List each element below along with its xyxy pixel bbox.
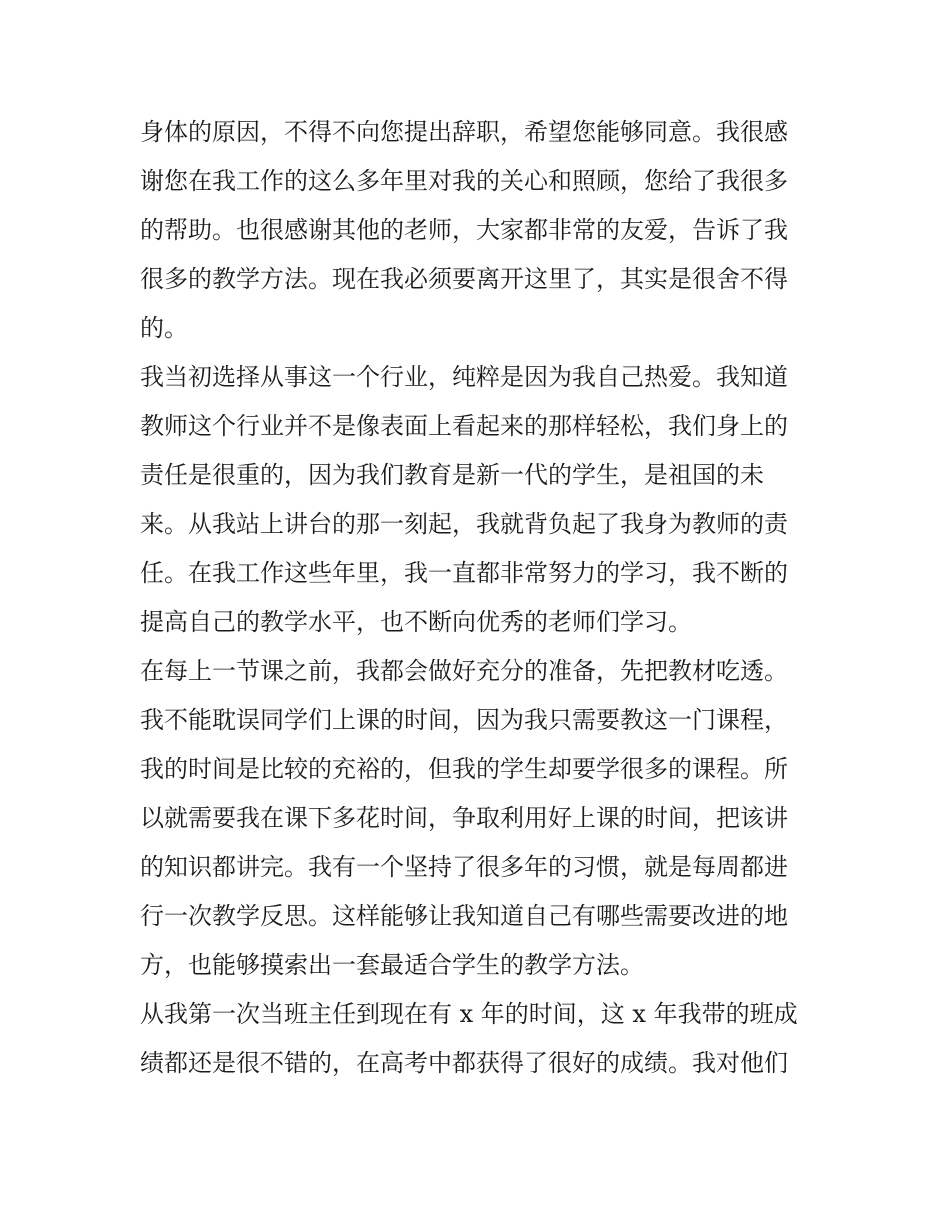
text-line: 身体的原因，不得不向您提出辞职，希望您能够同意。我很感 xyxy=(140,118,788,146)
text-line: 以就需要我在课下多花时间，争取利用好上课的时间，把该讲 xyxy=(140,804,788,832)
text-line: 提高自己的教学水平，也不断向优秀的老师们学习。 xyxy=(140,608,692,636)
text-line: 很多的教学方法。现在我必须要离开这里了，其实是很舍不得 xyxy=(140,265,788,293)
text-line: 方，也能够摸索出一套最适合学生的教学方法。 xyxy=(140,951,644,979)
text-line: 来。从我站上讲台的那一刻起，我就背负起了我身为教师的责 xyxy=(140,510,788,538)
text-line: 行一次教学反思。这样能够让我知道自己有哪些需要改进的地 xyxy=(140,902,788,930)
text-line: 从我第一次当班主任到现在有 x 年的时间，这 x 年我带的班成 xyxy=(140,1000,798,1028)
text-line: 任。在我工作这些年里，我一直都非常努力的学习，我不断的 xyxy=(140,559,788,587)
text-line: 绩都还是很不错的，在高考中都获得了很好的成绩。我对他们 xyxy=(140,1049,788,1077)
text-line: 谢您在我工作的这么多年里对我的关心和照顾，您给了我很多 xyxy=(140,167,788,195)
text-line: 的知识都讲完。我有一个坚持了很多年的习惯，就是每周都进 xyxy=(140,853,788,881)
text-line: 我不能耽误同学们上课的时间，因为我只需要教这一门课程， xyxy=(140,706,788,734)
text-line: 的帮助。也很感谢其他的老师，大家都非常的友爱，告诉了我 xyxy=(140,216,788,244)
text-line: 在每上一节课之前，我都会做好充分的准备，先把教材吃透。 xyxy=(140,657,788,685)
text-line: 我当初选择从事这一个行业，纯粹是因为我自己热爱。我知道 xyxy=(140,363,788,391)
text-line: 责任是很重的，因为我们教育是新一代的学生，是祖国的未 xyxy=(140,461,764,489)
text-line: 的。 xyxy=(140,314,188,342)
text-line: 教师这个行业并不是像表面上看起来的那样轻松，我们身上的 xyxy=(140,412,788,440)
text-line: 我的时间是比较的充裕的，但我的学生却要学很多的课程。所 xyxy=(140,755,788,783)
document-body xyxy=(140,108,820,1088)
